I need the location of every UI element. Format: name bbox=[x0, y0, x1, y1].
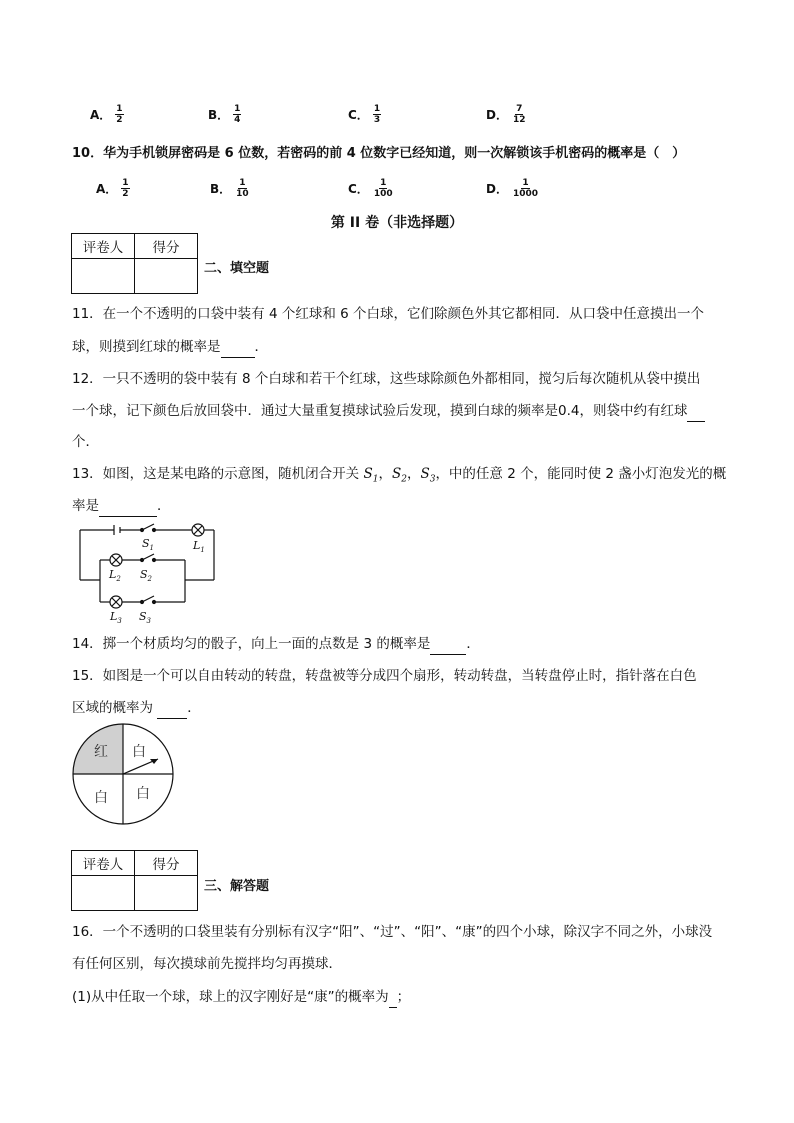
subscript: 1 bbox=[372, 474, 379, 485]
spinner-diagram bbox=[70, 722, 176, 826]
grader-table-2 bbox=[71, 850, 198, 911]
answer-blank[interactable] bbox=[221, 337, 255, 358]
fraction: $\frac{1}{100}$ bbox=[373, 178, 393, 199]
q13-line1 bbox=[72, 464, 726, 490]
option-label: A． bbox=[90, 108, 112, 122]
section3-heading: 三、解答题 bbox=[204, 879, 270, 894]
q10-option-b bbox=[210, 178, 250, 199]
q9-option-a bbox=[90, 104, 124, 125]
score-cell[interactable] bbox=[135, 876, 198, 911]
q12-text: 一个球，记下颜色后放回袋中．通过大量重复摸球试验后发现，摸到白球的频率是0.4，则袋中约有红球 bbox=[72, 403, 688, 419]
grader-label: 评卷人 bbox=[72, 234, 135, 259]
answer-blank[interactable] bbox=[687, 401, 705, 422]
fraction: $\frac{1}{10}$ bbox=[236, 178, 249, 199]
fraction: $\frac{1}{2}$ bbox=[116, 104, 123, 125]
option-label: B． bbox=[208, 108, 230, 122]
sector-label-top-left: 红 bbox=[94, 744, 108, 760]
option-label: C． bbox=[348, 108, 369, 122]
q16-text: (1)从中任取一个球，球上的汉字刚好是“康”的概率为 bbox=[72, 989, 389, 1005]
label-l2: $L_2$ bbox=[109, 568, 121, 583]
subscript: 3 bbox=[429, 474, 436, 485]
label-s1: $S_1$ bbox=[142, 537, 155, 552]
label-l3: $L_3$ bbox=[110, 610, 122, 625]
grader-cell[interactable] bbox=[72, 876, 135, 911]
score-label: 得分 bbox=[135, 234, 198, 259]
sector-label-bottom-left: 白 bbox=[94, 790, 108, 806]
option-label: B． bbox=[210, 182, 232, 196]
subscript: 2 bbox=[401, 474, 407, 485]
option-label: A． bbox=[96, 182, 118, 196]
answer-blank[interactable] bbox=[99, 496, 157, 517]
q11-line1: 11．在一个不透明的口袋中装有 4 个红球和 6 个白球，它们除颜色外其它都相同．从口袋中任意摸出一个 bbox=[72, 306, 705, 322]
q13-end: ． bbox=[157, 498, 171, 514]
q9-option-d bbox=[486, 104, 527, 125]
grader-table-1 bbox=[71, 233, 198, 294]
q12-line2 bbox=[72, 401, 705, 422]
score-cell[interactable] bbox=[135, 259, 198, 294]
sector-label-bottom-right: 白 bbox=[136, 786, 150, 802]
label-l1: $L_1$ bbox=[193, 539, 205, 554]
q13-text-a: 13．如图，这是某电路的示意图，随机闭合开关 bbox=[72, 466, 364, 482]
fraction: $\frac{1}{4}$ bbox=[234, 104, 241, 125]
q10-question: 10．华为手机锁屏密码是 6 位数，若密码的前 4 位数字已经知道，则一次解锁该手机密码的概率是（ ） bbox=[72, 146, 686, 161]
q11-end: ． bbox=[254, 339, 268, 355]
fraction: $\frac{1}{1000}$ bbox=[512, 178, 539, 199]
q16-line2: 有任何区别，每次摸球前先搅拌均匀再摸球． bbox=[72, 956, 342, 972]
separator: ， bbox=[406, 466, 421, 482]
q9-option-b bbox=[208, 104, 241, 125]
option-label: C． bbox=[348, 182, 369, 196]
fraction: $\frac{1}{3}$ bbox=[373, 104, 381, 125]
q15-text: 区域的概率为 bbox=[72, 700, 158, 716]
switch-s2-symbol: S bbox=[391, 466, 402, 482]
label-s2: $S_2$ bbox=[140, 568, 153, 583]
q11-line2 bbox=[72, 337, 268, 358]
circuit-diagram bbox=[70, 515, 230, 630]
q14-end: ． bbox=[466, 636, 480, 652]
q12-line1: 12．一只不透明的袋中装有 8 个白球和若干个红球，这些球除颜色外都相同，搅匀后每次随机从袋中摸出 bbox=[72, 371, 701, 387]
q16-line3 bbox=[72, 987, 410, 1008]
q13-line2 bbox=[72, 496, 171, 517]
answer-blank[interactable] bbox=[389, 987, 397, 1008]
q14-text: 14．掷一个材质均匀的骰子，向上一面的点数是 3 的概率是 bbox=[72, 636, 431, 652]
grader-label: 评卷人 bbox=[72, 851, 135, 876]
sector-label-top-right: 白 bbox=[132, 744, 146, 760]
option-label: D． bbox=[486, 108, 508, 122]
q12-line3: 个． bbox=[72, 434, 99, 450]
q15-line1: 15．如图是一个可以自由转动的转盘，转盘被等分成四个扇形，转动转盘，当转盘停止时，指针落在白色 bbox=[72, 668, 697, 684]
q16-end: ； bbox=[396, 989, 411, 1005]
fraction: $\frac{7}{12}$ bbox=[512, 104, 526, 125]
q10-option-d bbox=[486, 178, 539, 199]
option-label: D． bbox=[486, 182, 508, 196]
q15-line2 bbox=[72, 698, 201, 719]
q14-line bbox=[72, 634, 480, 655]
switch-contact bbox=[153, 601, 156, 604]
q10-option-a bbox=[96, 178, 130, 199]
q15-end: ． bbox=[187, 700, 201, 716]
label-s3: $S_3$ bbox=[139, 610, 152, 625]
q13-text: 率是 bbox=[72, 498, 99, 514]
q10-option-c bbox=[348, 178, 394, 199]
q9-option-c bbox=[348, 104, 381, 125]
q16-line1: 16．一个不透明的口袋里装有分别标有汉字“阳”、“过”、“阳”、“康”的四个小球，除汉字不同之外，小球没 bbox=[72, 924, 713, 940]
answer-blank[interactable] bbox=[157, 698, 187, 719]
switch-contact bbox=[153, 559, 156, 562]
switch-contact bbox=[153, 529, 156, 532]
grader-cell[interactable] bbox=[72, 259, 135, 294]
score-label: 得分 bbox=[135, 851, 198, 876]
q11-text: 球，则摸到红球的概率是 bbox=[72, 339, 221, 355]
fraction: $\frac{1}{2}$ bbox=[122, 178, 129, 199]
part2-title: 第 II 卷（非选择题） bbox=[330, 215, 464, 231]
separator: ， bbox=[378, 466, 392, 482]
section2-heading: 二、填空题 bbox=[204, 261, 270, 276]
answer-blank[interactable] bbox=[430, 634, 466, 655]
q13-text-b: ，中的任意 2 个，能同时使 2 盏小灯泡发光的概 bbox=[435, 466, 727, 482]
switch-s1-symbol: S bbox=[363, 466, 373, 482]
switch-s3-symbol: S bbox=[420, 466, 430, 482]
